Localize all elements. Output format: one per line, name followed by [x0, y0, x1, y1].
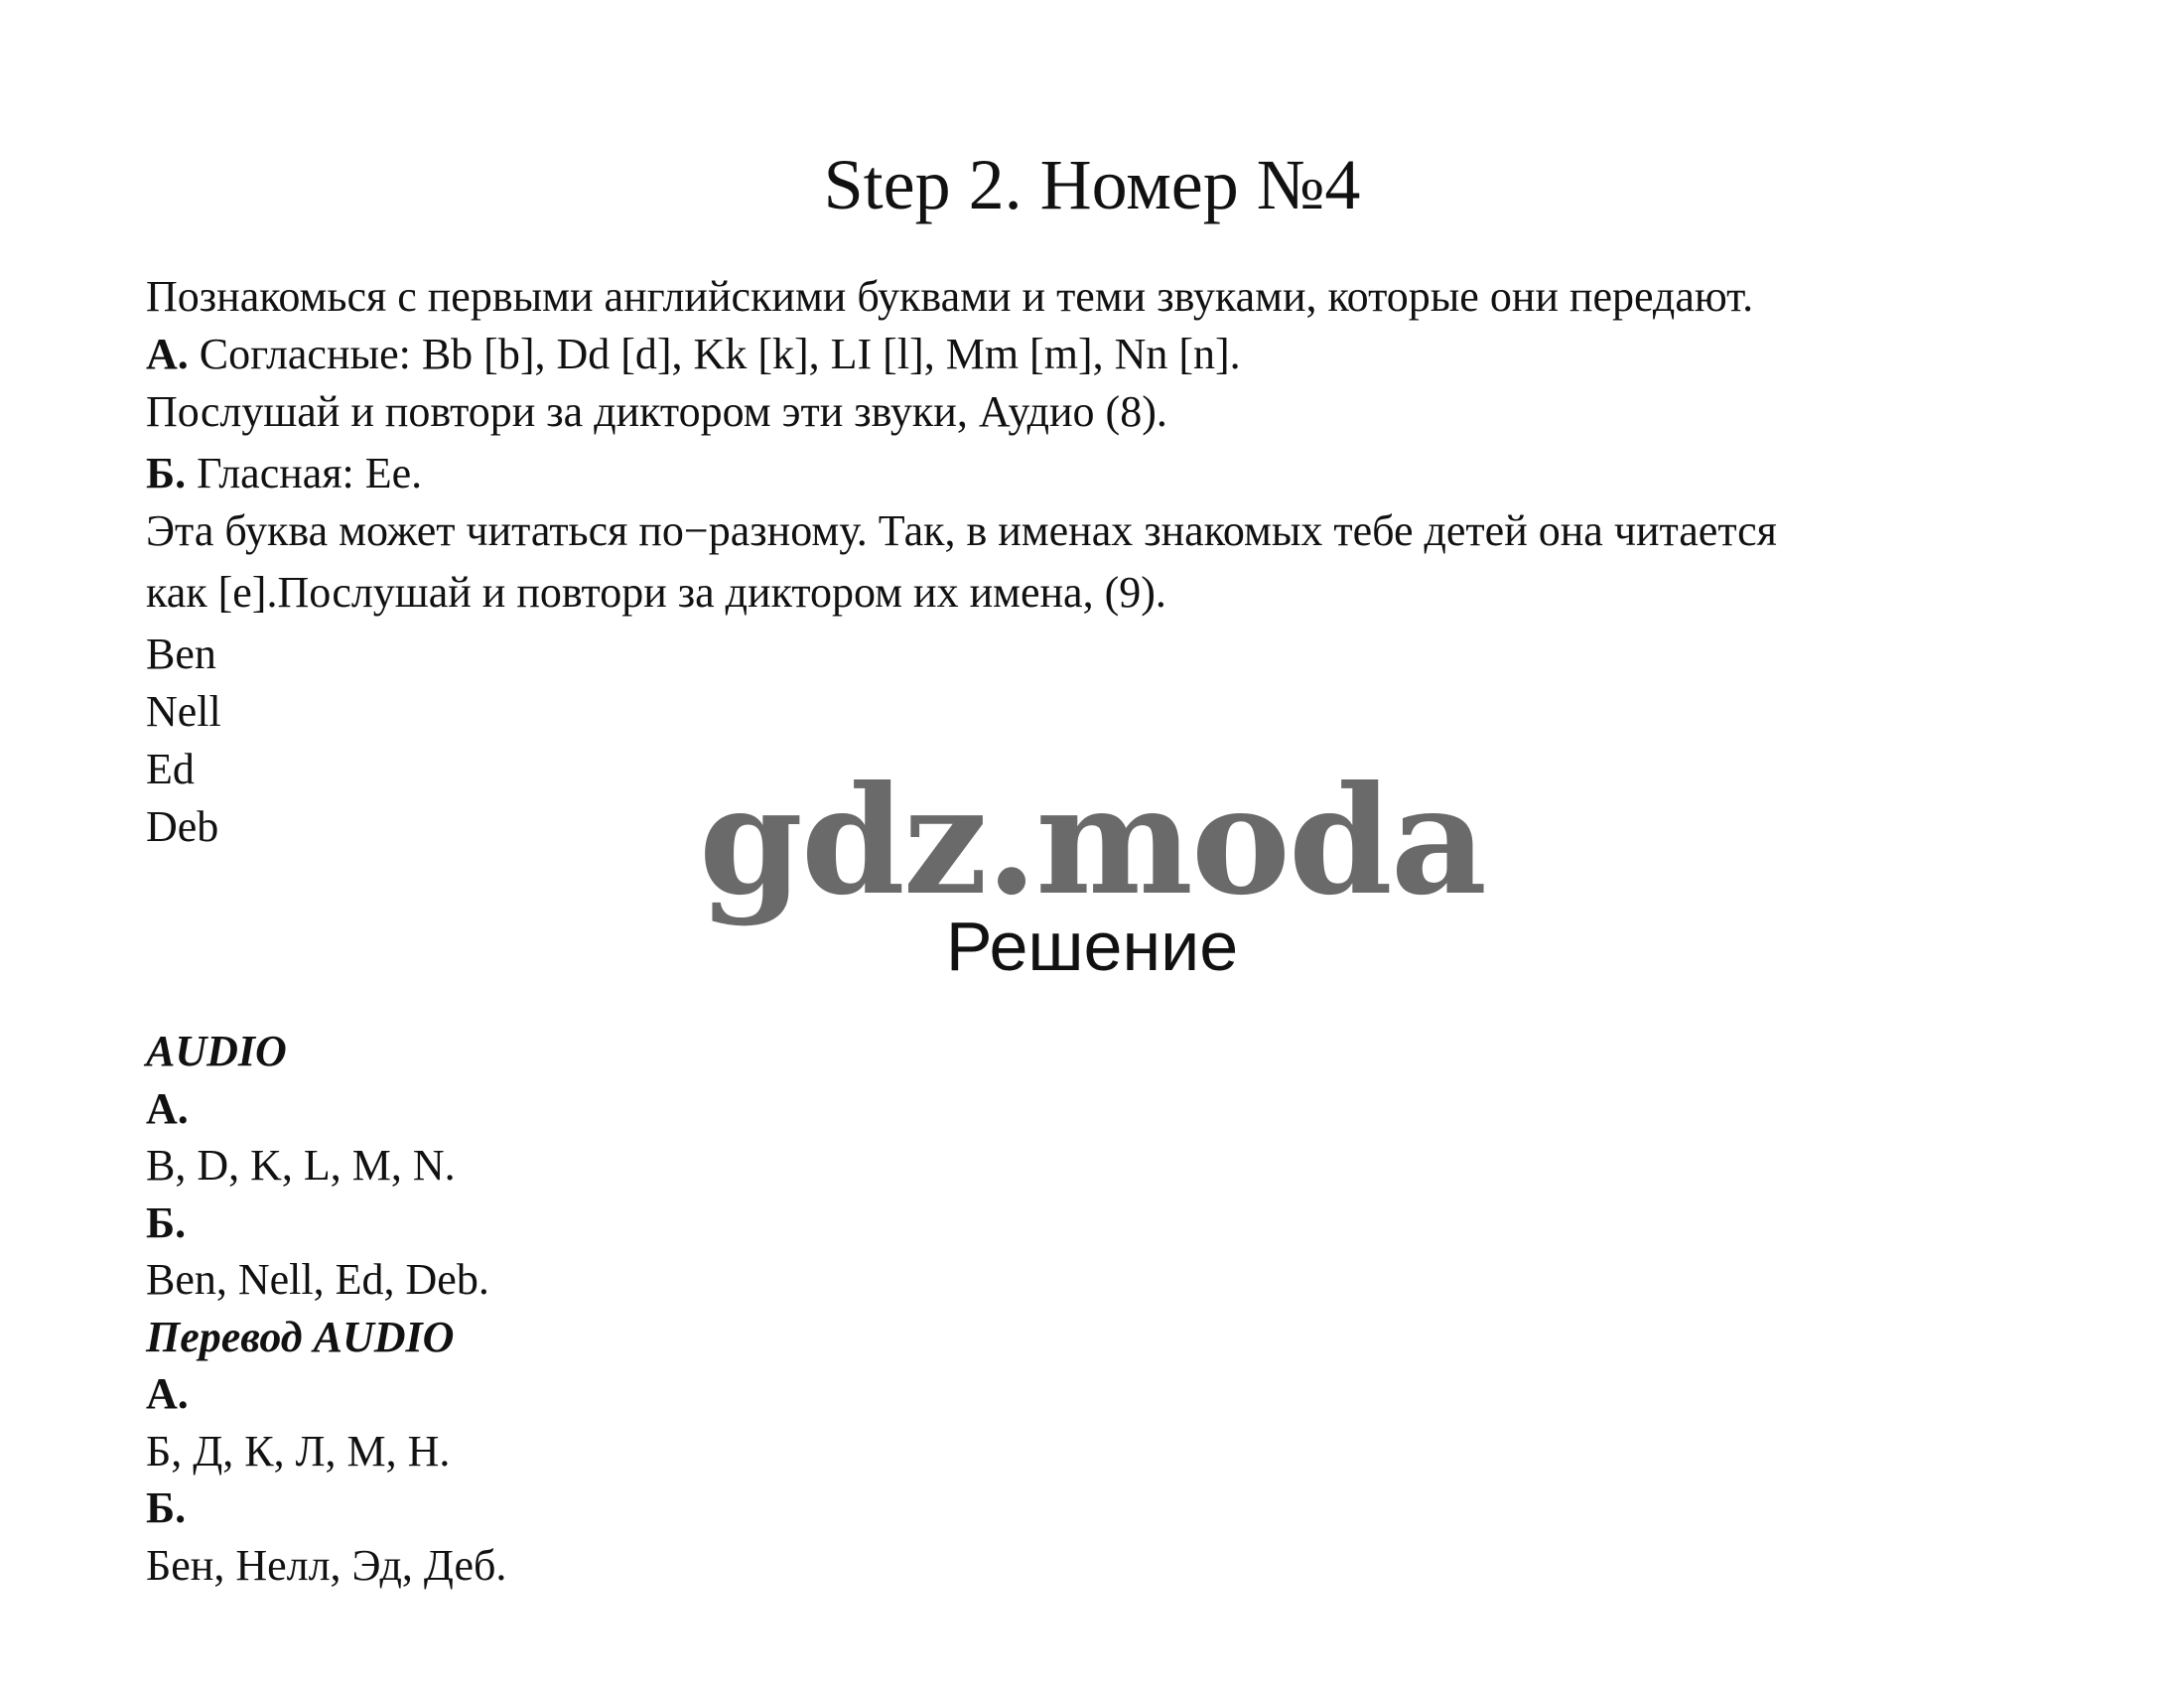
task-desc-line-2: как [e].Послушай и повтори за диктором их имена, (9).: [146, 568, 1166, 617]
page-title: Step 2. Номер №4: [823, 145, 1361, 224]
task-item-a-label: А.: [146, 330, 189, 378]
task-item-b: [146, 445, 2112, 502]
task-item-b-text: Гласная: Ee.: [186, 449, 423, 497]
list-item: Ben: [146, 630, 216, 678]
solution-block: [146, 1023, 2032, 1594]
task-item-a: [146, 326, 2112, 383]
list-item: Deb: [146, 802, 219, 851]
audio-heading: AUDIO: [146, 1027, 287, 1075]
solution-b-label-text: Б.: [146, 1197, 187, 1247]
translation-a-answer: Б, Д, К, Л, М, Н.: [146, 1426, 451, 1476]
solution-a-label-text: А.: [146, 1083, 189, 1133]
task-listen-line: Послушай и повтори за диктором эти звуки, Аудио (8).: [146, 387, 1167, 436]
solution-heading: Решение: [945, 908, 1239, 985]
solution-b-answer: Ben, Nell, Ed, Deb.: [146, 1255, 489, 1304]
list-item: Ed: [146, 745, 195, 793]
list-item: Nell: [146, 687, 221, 736]
task-item-b-label: Б.: [146, 449, 187, 497]
watermark-logo: gdz.moda: [698, 754, 1485, 928]
translation-b-answer: Бен, Нелл, Эд, Деб.: [146, 1540, 507, 1590]
task-intro: Познакомься с первыми английскими буквами и теми звуками, которые они передают.: [146, 272, 1754, 321]
solution-a-answer: B, D, K, L, M, N.: [146, 1141, 456, 1190]
solution-a-label: [146, 1080, 2032, 1138]
translation-a-label-text: А.: [146, 1369, 189, 1418]
translation-b-label: [146, 1479, 2032, 1537]
translation-a-label: [146, 1365, 2032, 1423]
solution-b-label: [146, 1195, 2032, 1252]
translation-heading: Перевод AUDIO: [146, 1312, 455, 1361]
task-item-a-text: Согласные: Bb [b], Dd [d], Kk [k], LI [l], Mm [m], Nn [n].: [188, 330, 1241, 378]
translation-b-label-text: Б.: [146, 1483, 187, 1532]
task-desc-line-1: Эта буква может читаться по−разному. Так, в именах знакомых тебе детей она читается: [146, 506, 1777, 555]
